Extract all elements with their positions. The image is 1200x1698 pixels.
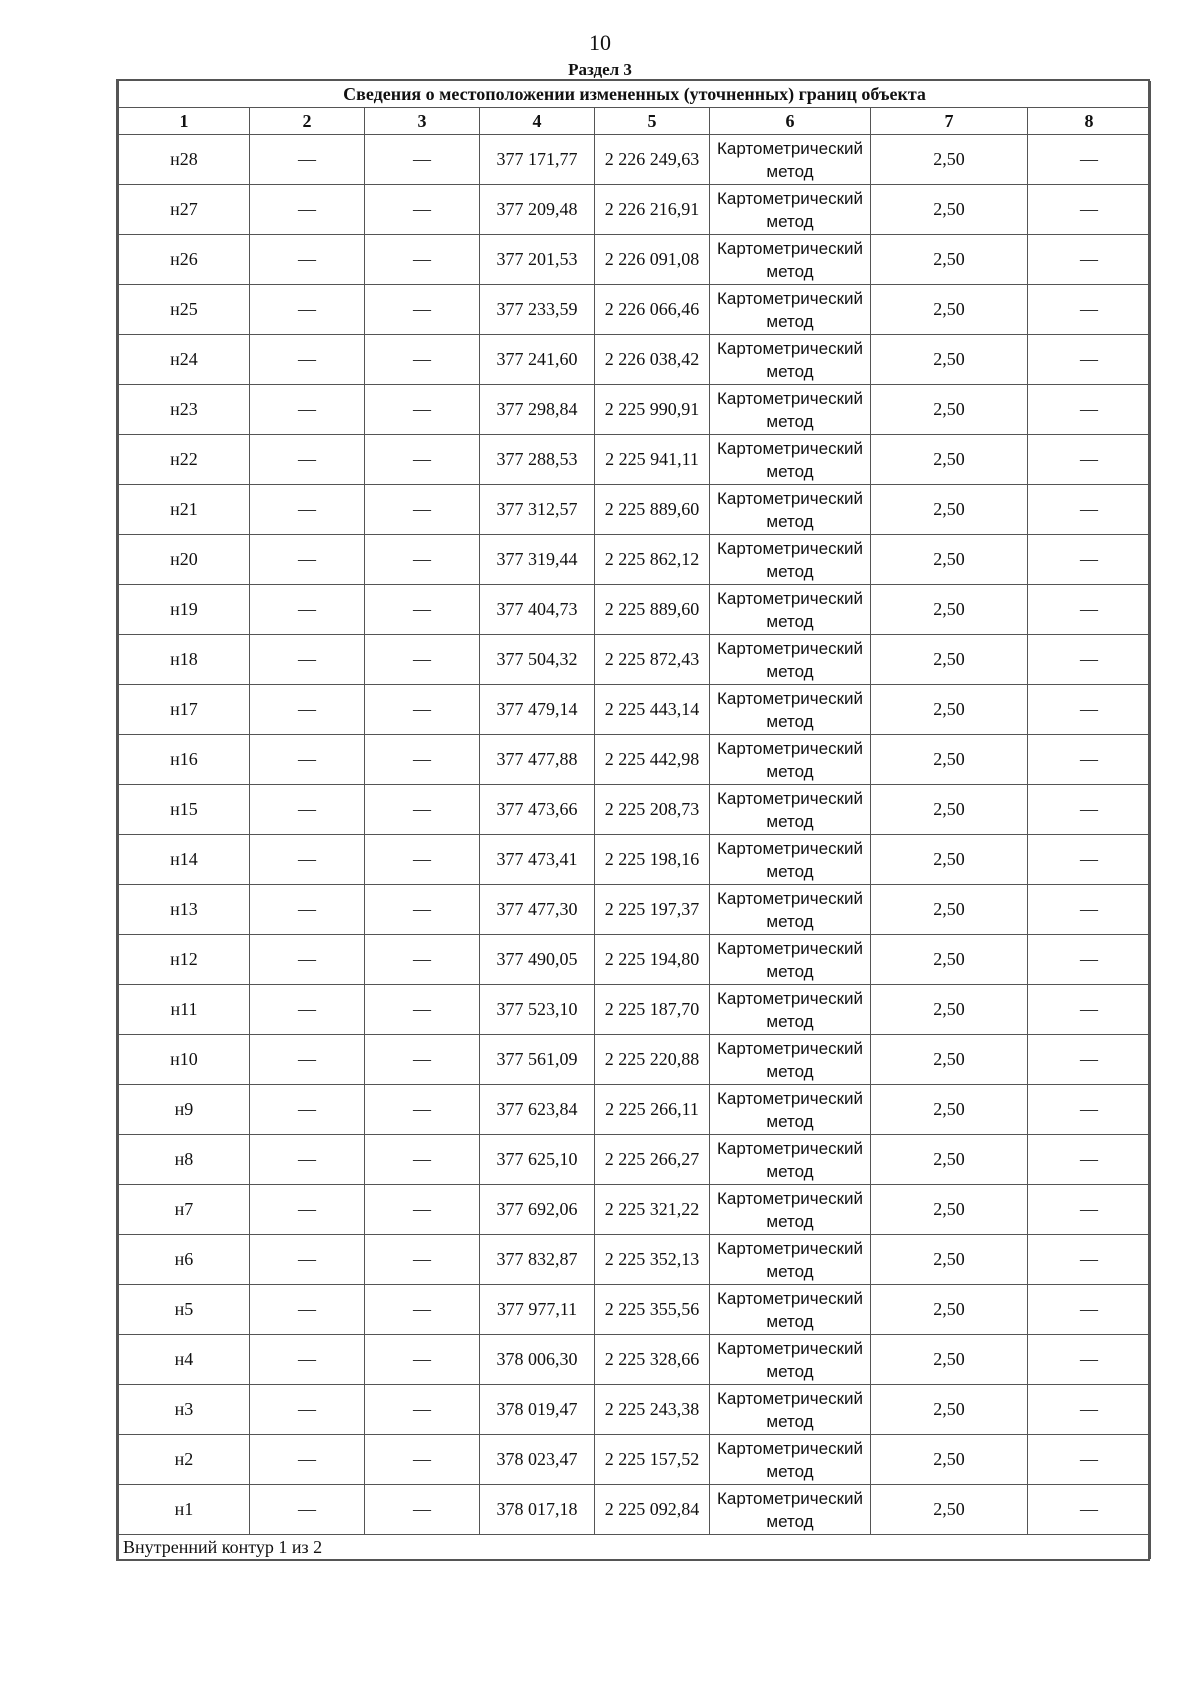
column-3-cell: — bbox=[365, 1485, 480, 1535]
column-3-cell: — bbox=[365, 885, 480, 935]
table-row bbox=[119, 485, 1151, 535]
precision-cell: 2,50 bbox=[871, 335, 1028, 385]
x-coordinate-cell: 378 006,30 bbox=[480, 1335, 595, 1385]
table-row bbox=[119, 335, 1151, 385]
table-row bbox=[119, 435, 1151, 485]
method-cell: Картометрический метод bbox=[710, 1085, 871, 1135]
point-number-cell: н23 bbox=[119, 385, 250, 435]
y-coordinate-cell: 2 226 091,08 bbox=[595, 235, 710, 285]
column-8-cell: — bbox=[1028, 835, 1151, 885]
precision-cell: 2,50 bbox=[871, 485, 1028, 535]
precision-cell: 2,50 bbox=[871, 935, 1028, 985]
method-cell: Картометрический метод bbox=[710, 335, 871, 385]
table-header-row bbox=[119, 108, 1151, 135]
column-3-cell: — bbox=[365, 835, 480, 885]
precision-cell: 2,50 bbox=[871, 1385, 1028, 1435]
column-header: 7 bbox=[871, 108, 1028, 135]
point-number-cell: н21 bbox=[119, 485, 250, 535]
y-coordinate-cell: 2 225 266,11 bbox=[595, 1085, 710, 1135]
column-8-cell: — bbox=[1028, 485, 1151, 535]
precision-cell: 2,50 bbox=[871, 1035, 1028, 1085]
precision-cell: 2,50 bbox=[871, 285, 1028, 335]
y-coordinate-cell: 2 226 066,46 bbox=[595, 285, 710, 335]
point-number-cell: н8 bbox=[119, 1135, 250, 1185]
point-number-cell: н7 bbox=[119, 1185, 250, 1235]
point-number-cell: н22 bbox=[119, 435, 250, 485]
precision-cell: 2,50 bbox=[871, 1435, 1028, 1485]
column-8-cell: — bbox=[1028, 1235, 1151, 1285]
column-2-cell: — bbox=[250, 535, 365, 585]
column-2-cell: — bbox=[250, 1235, 365, 1285]
y-coordinate-cell: 2 225 872,43 bbox=[595, 635, 710, 685]
method-cell: Картометрический метод bbox=[710, 285, 871, 335]
column-3-cell: — bbox=[365, 1335, 480, 1385]
x-coordinate-cell: 378 019,47 bbox=[480, 1385, 595, 1435]
y-coordinate-cell: 2 225 266,27 bbox=[595, 1135, 710, 1185]
y-coordinate-cell: 2 225 352,13 bbox=[595, 1235, 710, 1285]
column-2-cell: — bbox=[250, 1135, 365, 1185]
x-coordinate-cell: 377 504,32 bbox=[480, 635, 595, 685]
method-cell: Картометрический метод bbox=[710, 985, 871, 1035]
precision-cell: 2,50 bbox=[871, 135, 1028, 185]
column-2-cell: — bbox=[250, 635, 365, 685]
column-2-cell: — bbox=[250, 1385, 365, 1435]
table-row bbox=[119, 135, 1151, 185]
precision-cell: 2,50 bbox=[871, 585, 1028, 635]
column-2-cell: — bbox=[250, 1085, 365, 1135]
y-coordinate-cell: 2 225 990,91 bbox=[595, 385, 710, 435]
column-2-cell: — bbox=[250, 385, 365, 435]
point-number-cell: н2 bbox=[119, 1435, 250, 1485]
precision-cell: 2,50 bbox=[871, 1085, 1028, 1135]
column-8-cell: — bbox=[1028, 635, 1151, 685]
column-3-cell: — bbox=[365, 185, 480, 235]
point-number-cell: н25 bbox=[119, 285, 250, 335]
x-coordinate-cell: 377 319,44 bbox=[480, 535, 595, 585]
x-coordinate-cell: 377 233,59 bbox=[480, 285, 595, 335]
x-coordinate-cell: 377 209,48 bbox=[480, 185, 595, 235]
coordinates-table-container bbox=[116, 79, 1150, 1561]
y-coordinate-cell: 2 225 194,80 bbox=[595, 935, 710, 985]
method-cell: Картометрический метод bbox=[710, 1235, 871, 1285]
point-number-cell: н16 bbox=[119, 735, 250, 785]
column-2-cell: — bbox=[250, 335, 365, 385]
y-coordinate-cell: 2 225 092,84 bbox=[595, 1485, 710, 1535]
y-coordinate-cell: 2 225 157,52 bbox=[595, 1435, 710, 1485]
column-3-cell: — bbox=[365, 735, 480, 785]
column-header: 5 bbox=[595, 108, 710, 135]
point-number-cell: н1 bbox=[119, 1485, 250, 1535]
x-coordinate-cell: 377 832,87 bbox=[480, 1235, 595, 1285]
column-8-cell: — bbox=[1028, 685, 1151, 735]
x-coordinate-cell: 377 625,10 bbox=[480, 1135, 595, 1185]
precision-cell: 2,50 bbox=[871, 435, 1028, 485]
y-coordinate-cell: 2 225 197,37 bbox=[595, 885, 710, 935]
method-cell: Картометрический метод bbox=[710, 785, 871, 835]
column-header: 3 bbox=[365, 108, 480, 135]
y-coordinate-cell: 2 225 187,70 bbox=[595, 985, 710, 1035]
column-header: 1 bbox=[119, 108, 250, 135]
column-3-cell: — bbox=[365, 935, 480, 985]
precision-cell: 2,50 bbox=[871, 1135, 1028, 1185]
table-row bbox=[119, 535, 1151, 585]
column-2-cell: — bbox=[250, 135, 365, 185]
column-8-cell: — bbox=[1028, 985, 1151, 1035]
column-3-cell: — bbox=[365, 685, 480, 735]
method-cell: Картометрический метод bbox=[710, 835, 871, 885]
column-header: 4 bbox=[480, 108, 595, 135]
y-coordinate-cell: 2 225 243,38 bbox=[595, 1385, 710, 1435]
point-number-cell: н13 bbox=[119, 885, 250, 935]
column-3-cell: — bbox=[365, 435, 480, 485]
x-coordinate-cell: 377 977,11 bbox=[480, 1285, 595, 1335]
precision-cell: 2,50 bbox=[871, 1335, 1028, 1385]
column-8-cell: — bbox=[1028, 1085, 1151, 1135]
precision-cell: 2,50 bbox=[871, 1235, 1028, 1285]
table-row bbox=[119, 1485, 1151, 1535]
column-2-cell: — bbox=[250, 1035, 365, 1085]
table-row bbox=[119, 385, 1151, 435]
point-number-cell: н6 bbox=[119, 1235, 250, 1285]
y-coordinate-cell: 2 225 321,22 bbox=[595, 1185, 710, 1235]
method-cell: Картометрический метод bbox=[710, 1035, 871, 1085]
column-8-cell: — bbox=[1028, 1335, 1151, 1385]
x-coordinate-cell: 377 561,09 bbox=[480, 1035, 595, 1085]
column-3-cell: — bbox=[365, 1035, 480, 1085]
x-coordinate-cell: 377 623,84 bbox=[480, 1085, 595, 1135]
column-8-cell: — bbox=[1028, 335, 1151, 385]
table-row bbox=[119, 885, 1151, 935]
table-row bbox=[119, 635, 1151, 685]
column-8-cell: — bbox=[1028, 735, 1151, 785]
method-cell: Картометрический метод bbox=[710, 1335, 871, 1385]
column-8-cell: — bbox=[1028, 585, 1151, 635]
column-3-cell: — bbox=[365, 585, 480, 635]
x-coordinate-cell: 377 241,60 bbox=[480, 335, 595, 385]
table-row bbox=[119, 735, 1151, 785]
point-number-cell: н10 bbox=[119, 1035, 250, 1085]
point-number-cell: н20 bbox=[119, 535, 250, 585]
point-number-cell: н27 bbox=[119, 185, 250, 235]
precision-cell: 2,50 bbox=[871, 885, 1028, 935]
column-8-cell: — bbox=[1028, 1385, 1151, 1435]
table-row bbox=[119, 185, 1151, 235]
column-3-cell: — bbox=[365, 1385, 480, 1435]
precision-cell: 2,50 bbox=[871, 785, 1028, 835]
method-cell: Картометрический метод bbox=[710, 685, 871, 735]
column-3-cell: — bbox=[365, 1235, 480, 1285]
precision-cell: 2,50 bbox=[871, 235, 1028, 285]
point-number-cell: н18 bbox=[119, 635, 250, 685]
x-coordinate-cell: 377 201,53 bbox=[480, 235, 595, 285]
column-2-cell: — bbox=[250, 585, 365, 635]
column-2-cell: — bbox=[250, 1285, 365, 1335]
table-row bbox=[119, 785, 1151, 835]
point-number-cell: н3 bbox=[119, 1385, 250, 1435]
point-number-cell: н26 bbox=[119, 235, 250, 285]
column-2-cell: — bbox=[250, 1335, 365, 1385]
y-coordinate-cell: 2 225 198,16 bbox=[595, 835, 710, 885]
method-cell: Картометрический метод bbox=[710, 1485, 871, 1535]
table-row bbox=[119, 1235, 1151, 1285]
table-row bbox=[119, 1185, 1151, 1235]
y-coordinate-cell: 2 225 443,14 bbox=[595, 685, 710, 735]
point-number-cell: н12 bbox=[119, 935, 250, 985]
column-3-cell: — bbox=[365, 985, 480, 1035]
method-cell: Картометрический метод bbox=[710, 435, 871, 485]
table-row bbox=[119, 835, 1151, 885]
column-3-cell: — bbox=[365, 1135, 480, 1185]
section-title: Раздел 3 bbox=[568, 60, 632, 79]
y-coordinate-cell: 2 225 889,60 bbox=[595, 585, 710, 635]
column-2-cell: — bbox=[250, 885, 365, 935]
column-8-cell: — bbox=[1028, 1135, 1151, 1185]
column-8-cell: — bbox=[1028, 535, 1151, 585]
column-8-cell: — bbox=[1028, 1485, 1151, 1535]
page-number: 10 bbox=[589, 30, 611, 55]
x-coordinate-cell: 377 312,57 bbox=[480, 485, 595, 535]
column-2-cell: — bbox=[250, 835, 365, 885]
table-caption: Сведения о местоположении измененных (уточненных) границ объекта bbox=[119, 81, 1151, 108]
column-3-cell: — bbox=[365, 1435, 480, 1485]
column-8-cell: — bbox=[1028, 235, 1151, 285]
y-coordinate-cell: 2 226 216,91 bbox=[595, 185, 710, 235]
column-2-cell: — bbox=[250, 435, 365, 485]
column-8-cell: — bbox=[1028, 285, 1151, 335]
column-2-cell: — bbox=[250, 985, 365, 1035]
point-number-cell: н9 bbox=[119, 1085, 250, 1135]
x-coordinate-cell: 377 490,05 bbox=[480, 935, 595, 985]
precision-cell: 2,50 bbox=[871, 385, 1028, 435]
column-8-cell: — bbox=[1028, 1185, 1151, 1235]
method-cell: Картометрический метод bbox=[710, 185, 871, 235]
method-cell: Картометрический метод bbox=[710, 1435, 871, 1485]
method-cell: Картометрический метод bbox=[710, 885, 871, 935]
method-cell: Картометрический метод bbox=[710, 235, 871, 285]
table-body bbox=[119, 135, 1151, 1535]
y-coordinate-cell: 2 225 941,11 bbox=[595, 435, 710, 485]
column-3-cell: — bbox=[365, 785, 480, 835]
table-row bbox=[119, 1135, 1151, 1185]
column-3-cell: — bbox=[365, 235, 480, 285]
x-coordinate-cell: 377 477,30 bbox=[480, 885, 595, 935]
coordinates-table bbox=[118, 81, 1151, 1559]
column-8-cell: — bbox=[1028, 935, 1151, 985]
column-header: 8 bbox=[1028, 108, 1151, 135]
column-2-cell: — bbox=[250, 1485, 365, 1535]
point-number-cell: н15 bbox=[119, 785, 250, 835]
table-row bbox=[119, 1435, 1151, 1485]
column-2-cell: — bbox=[250, 935, 365, 985]
column-3-cell: — bbox=[365, 385, 480, 435]
x-coordinate-cell: 378 023,47 bbox=[480, 1435, 595, 1485]
column-header: 6 bbox=[710, 108, 871, 135]
column-3-cell: — bbox=[365, 285, 480, 335]
table-row bbox=[119, 585, 1151, 635]
column-2-cell: — bbox=[250, 735, 365, 785]
table-row bbox=[119, 1085, 1151, 1135]
x-coordinate-cell: 377 288,53 bbox=[480, 435, 595, 485]
table-footer-row bbox=[119, 1535, 1151, 1560]
y-coordinate-cell: 2 225 328,66 bbox=[595, 1335, 710, 1385]
column-header: 2 bbox=[250, 108, 365, 135]
point-number-cell: н11 bbox=[119, 985, 250, 1035]
point-number-cell: н19 bbox=[119, 585, 250, 635]
method-cell: Картометрический метод bbox=[710, 1135, 871, 1185]
method-cell: Картометрический метод bbox=[710, 735, 871, 785]
point-number-cell: н28 bbox=[119, 135, 250, 185]
method-cell: Картометрический метод bbox=[710, 1185, 871, 1235]
method-cell: Картометрический метод bbox=[710, 1385, 871, 1435]
table-row bbox=[119, 235, 1151, 285]
column-2-cell: — bbox=[250, 285, 365, 335]
column-2-cell: — bbox=[250, 785, 365, 835]
x-coordinate-cell: 378 017,18 bbox=[480, 1485, 595, 1535]
table-row bbox=[119, 285, 1151, 335]
y-coordinate-cell: 2 225 220,88 bbox=[595, 1035, 710, 1085]
method-cell: Картометрический метод bbox=[710, 1285, 871, 1335]
column-8-cell: — bbox=[1028, 1435, 1151, 1485]
point-number-cell: н17 bbox=[119, 685, 250, 735]
x-coordinate-cell: 377 477,88 bbox=[480, 735, 595, 785]
column-2-cell: — bbox=[250, 685, 365, 735]
x-coordinate-cell: 377 473,41 bbox=[480, 835, 595, 885]
y-coordinate-cell: 2 225 208,73 bbox=[595, 785, 710, 835]
y-coordinate-cell: 2 225 862,12 bbox=[595, 535, 710, 585]
precision-cell: 2,50 bbox=[871, 1285, 1028, 1335]
precision-cell: 2,50 bbox=[871, 535, 1028, 585]
table-row bbox=[119, 1035, 1151, 1085]
table-row bbox=[119, 1335, 1151, 1385]
y-coordinate-cell: 2 225 442,98 bbox=[595, 735, 710, 785]
column-3-cell: — bbox=[365, 535, 480, 585]
y-coordinate-cell: 2 226 249,63 bbox=[595, 135, 710, 185]
column-8-cell: — bbox=[1028, 435, 1151, 485]
precision-cell: 2,50 bbox=[871, 635, 1028, 685]
column-3-cell: — bbox=[365, 1185, 480, 1235]
column-2-cell: — bbox=[250, 235, 365, 285]
column-3-cell: — bbox=[365, 1285, 480, 1335]
precision-cell: 2,50 bbox=[871, 1485, 1028, 1535]
x-coordinate-cell: 377 298,84 bbox=[480, 385, 595, 435]
column-8-cell: — bbox=[1028, 885, 1151, 935]
column-3-cell: — bbox=[365, 485, 480, 535]
table-row bbox=[119, 1385, 1151, 1435]
method-cell: Картометрический метод bbox=[710, 535, 871, 585]
y-coordinate-cell: 2 226 038,42 bbox=[595, 335, 710, 385]
column-2-cell: — bbox=[250, 1435, 365, 1485]
point-number-cell: н14 bbox=[119, 835, 250, 885]
column-8-cell: — bbox=[1028, 185, 1151, 235]
column-3-cell: — bbox=[365, 635, 480, 685]
table-row bbox=[119, 935, 1151, 985]
precision-cell: 2,50 bbox=[871, 185, 1028, 235]
precision-cell: 2,50 bbox=[871, 735, 1028, 785]
y-coordinate-cell: 2 225 355,56 bbox=[595, 1285, 710, 1335]
x-coordinate-cell: 377 171,77 bbox=[480, 135, 595, 185]
column-8-cell: — bbox=[1028, 1035, 1151, 1085]
method-cell: Картометрический метод bbox=[710, 585, 871, 635]
y-coordinate-cell: 2 225 889,60 bbox=[595, 485, 710, 535]
precision-cell: 2,50 bbox=[871, 1185, 1028, 1235]
contour-note: Внутренний контур 1 из 2 bbox=[119, 1535, 1151, 1560]
method-cell: Картометрический метод bbox=[710, 385, 871, 435]
precision-cell: 2,50 bbox=[871, 685, 1028, 735]
x-coordinate-cell: 377 523,10 bbox=[480, 985, 595, 1035]
method-cell: Картометрический метод bbox=[710, 485, 871, 535]
table-row bbox=[119, 985, 1151, 1035]
method-cell: Картометрический метод bbox=[710, 935, 871, 985]
x-coordinate-cell: 377 692,06 bbox=[480, 1185, 595, 1235]
column-2-cell: — bbox=[250, 1185, 365, 1235]
table-row bbox=[119, 1285, 1151, 1335]
column-8-cell: — bbox=[1028, 385, 1151, 435]
column-3-cell: — bbox=[365, 335, 480, 385]
column-2-cell: — bbox=[250, 185, 365, 235]
point-number-cell: н4 bbox=[119, 1335, 250, 1385]
point-number-cell: н5 bbox=[119, 1285, 250, 1335]
column-2-cell: — bbox=[250, 485, 365, 535]
precision-cell: 2,50 bbox=[871, 985, 1028, 1035]
table-caption-row bbox=[119, 81, 1151, 108]
method-cell: Картометрический метод bbox=[710, 135, 871, 185]
table-row bbox=[119, 685, 1151, 735]
precision-cell: 2,50 bbox=[871, 835, 1028, 885]
x-coordinate-cell: 377 473,66 bbox=[480, 785, 595, 835]
x-coordinate-cell: 377 404,73 bbox=[480, 585, 595, 635]
column-8-cell: — bbox=[1028, 1285, 1151, 1335]
x-coordinate-cell: 377 479,14 bbox=[480, 685, 595, 735]
column-8-cell: — bbox=[1028, 785, 1151, 835]
column-3-cell: — bbox=[365, 135, 480, 185]
point-number-cell: н24 bbox=[119, 335, 250, 385]
column-3-cell: — bbox=[365, 1085, 480, 1135]
column-8-cell: — bbox=[1028, 135, 1151, 185]
method-cell: Картометрический метод bbox=[710, 635, 871, 685]
